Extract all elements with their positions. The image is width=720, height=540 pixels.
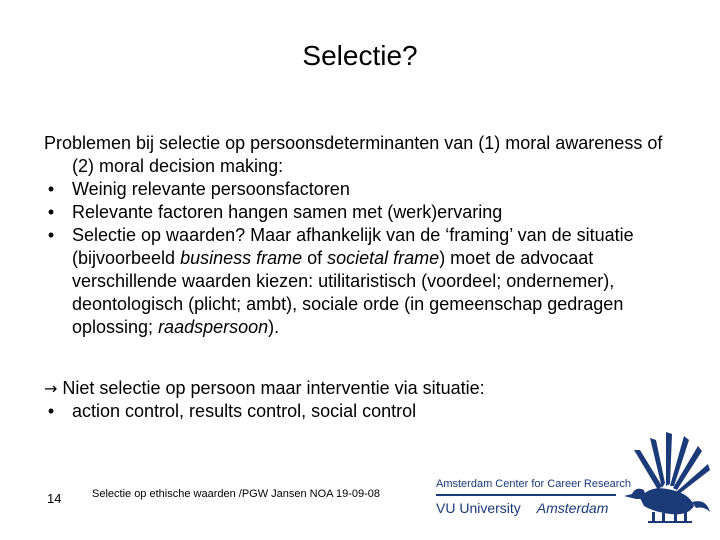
bullet-item [44,178,664,201]
bullet-text-part: of [302,248,328,268]
bullet-item [44,201,664,224]
bullet-text-italic: raadspersoon [158,317,269,337]
bullet-text: action control, results control, social control [72,401,417,421]
bullet-text-part: Selectie op waarden? Maar afhankelijk van de ‘framing’ van de situatie (bijvoorbeeld [72,225,634,268]
page-number: 14 [47,491,62,506]
bullet-text-part: ). [268,317,280,337]
bullet-marker: • [47,401,55,421]
bullet-item-selectie-op-waarden [44,224,664,339]
university-logo [436,478,631,516]
logo-university-name: VU University [436,500,521,516]
conclusion-text: Niet selectie op persoon maar interventie via situatie: [57,378,485,398]
bullet-text-italic: business frame [180,248,303,268]
bullet-marker: • [47,179,55,199]
conclusion-line [44,377,664,400]
logo-center-name: Amsterdam Center for Career Research [436,478,632,490]
slide-title-text: Selectie? [302,40,418,71]
arrow-icon: → [44,379,58,398]
griffin-icon [610,428,714,528]
bullet-item-controls [44,400,664,423]
bullet-text-italic: societal frame [327,248,440,268]
slide-title [0,40,720,72]
bullet-marker: • [47,225,55,245]
logo-divider [436,494,616,496]
bullet-text-part: ) moet de advocaat verschillende waarden kiezen: utilitaristisch (voordeel; ondernemer), deontologisch (plicht; ambt), sociale orde (in gemeenschap gedragen oplossing; [72,248,624,337]
slide-body [44,132,664,423]
bullet-text: Relevante factoren hangen samen met (werk)ervaring [72,202,503,222]
footer-text: Selectie op ethische waarden /PGW Jansen NOA 19-09-08 [92,488,380,500]
bullet-text: Weinig relevante persoonsfactoren [72,179,350,199]
bullet-marker: • [47,202,55,222]
intro-paragraph: Problemen bij selectie op persoonsdeterminanten van (1) moral awareness of (2) moral decision making: [44,133,663,176]
logo-city: Amsterdam [536,500,609,516]
logo-university [436,500,631,516]
